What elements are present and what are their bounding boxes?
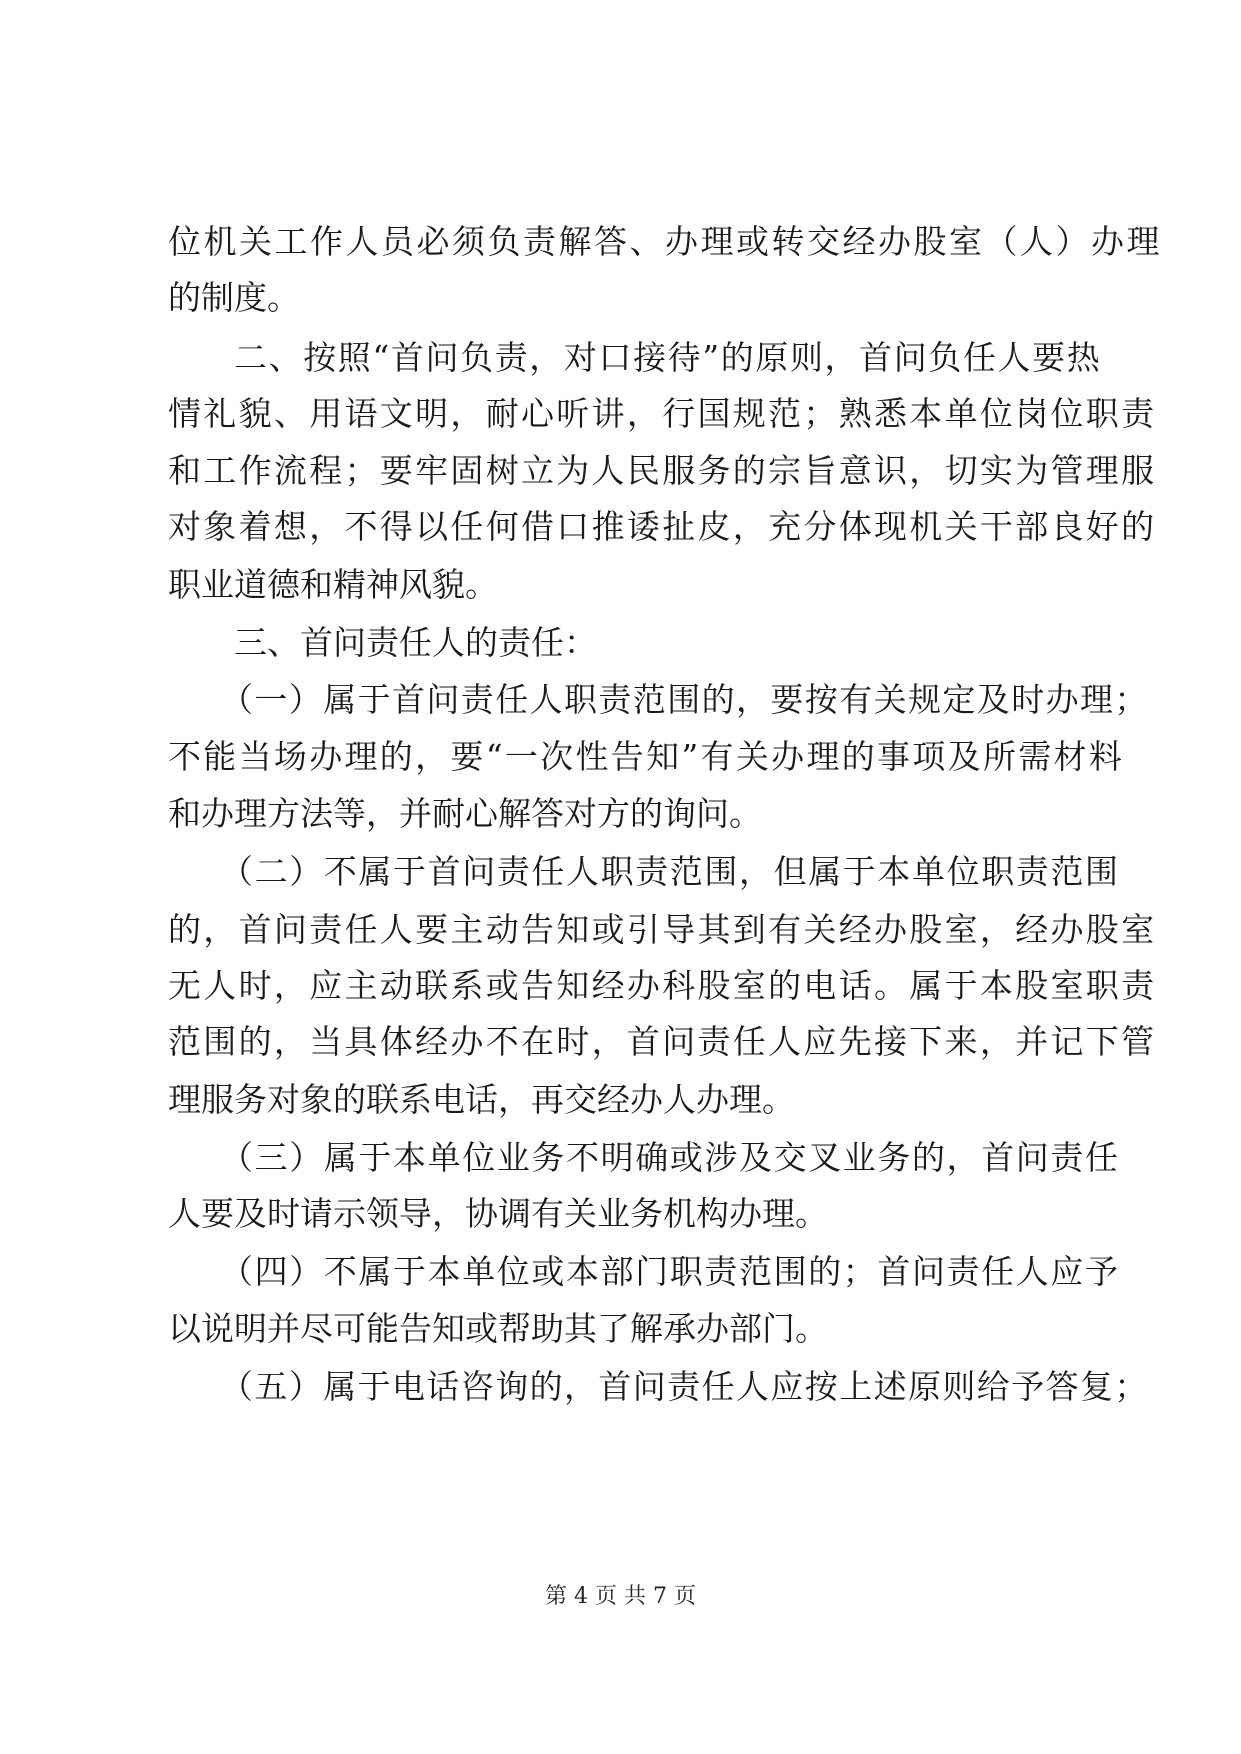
text-line: 职业道德和精神风貌。 <box>168 565 498 604</box>
text-line: （四）不属于本单位或本部门职责范围的；首问责任人应予 <box>220 1252 1120 1291</box>
text-line: 无人时，应主动联系或告知经办科股室的电话。属于本股室职责 <box>168 966 1157 1005</box>
text-line: 范围的，当具体经办不在时，首问责任人应先接下来，并记下管 <box>168 1022 1157 1061</box>
text-line: （二）不属于首问责任人职责范围，但属于本单位职责范围 <box>220 852 1120 891</box>
text-line: 对象着想，不得以任何借口推诿扯皮，充分体现机关干部良好的 <box>168 507 1157 546</box>
text-line: 和办理方法等，并耐心解答对方的询问。 <box>168 794 762 833</box>
text-line: （五）属于电话咨询的，首问责任人应按上述原则给予答复； <box>220 1367 1149 1406</box>
text-line: 以说明并尽可能告知或帮助其了解承办部门。 <box>168 1309 828 1348</box>
text-line: 三、首问责任人的责任： <box>234 623 597 662</box>
page-number-footer: 第 4 页 共 7 页 <box>545 1584 696 1609</box>
text-line: 情礼貌、用语文明，耐心听讲，行国规范；熟悉本单位岗位职责 <box>168 394 1157 433</box>
text-line: 位机关工作人员必须负责解答、办理或转交经办股室（人）办理 <box>168 222 1162 261</box>
text-line: 二、按照“首问负责，对口接待”的原则，首问负任人要热 <box>234 338 1102 377</box>
text-line: （三）属于本单位业务不明确或涉及交叉业务的，首问责任 <box>220 1138 1120 1177</box>
text-line: 理服务对象的联系电话，再交经办人办理。 <box>168 1080 795 1119</box>
text-line: 和工作流程；要牢固树立为人民服务的宗旨意识，切实为管理服 <box>168 451 1157 490</box>
text-line: 不能当场办理的，要“一次性告知”有关办理的事项及所需材料 <box>168 737 1125 776</box>
text-line: （一）属于首问责任人职责范围的，要按有关规定及时办理； <box>220 680 1149 719</box>
text-line: 的，首问责任人要主动告知或引导其到有关经办股室，经办股室 <box>168 910 1157 949</box>
text-line: 的制度。 <box>168 278 300 317</box>
text-line: 人要及时请示领导，协调有关业务机构办理。 <box>168 1194 828 1233</box>
